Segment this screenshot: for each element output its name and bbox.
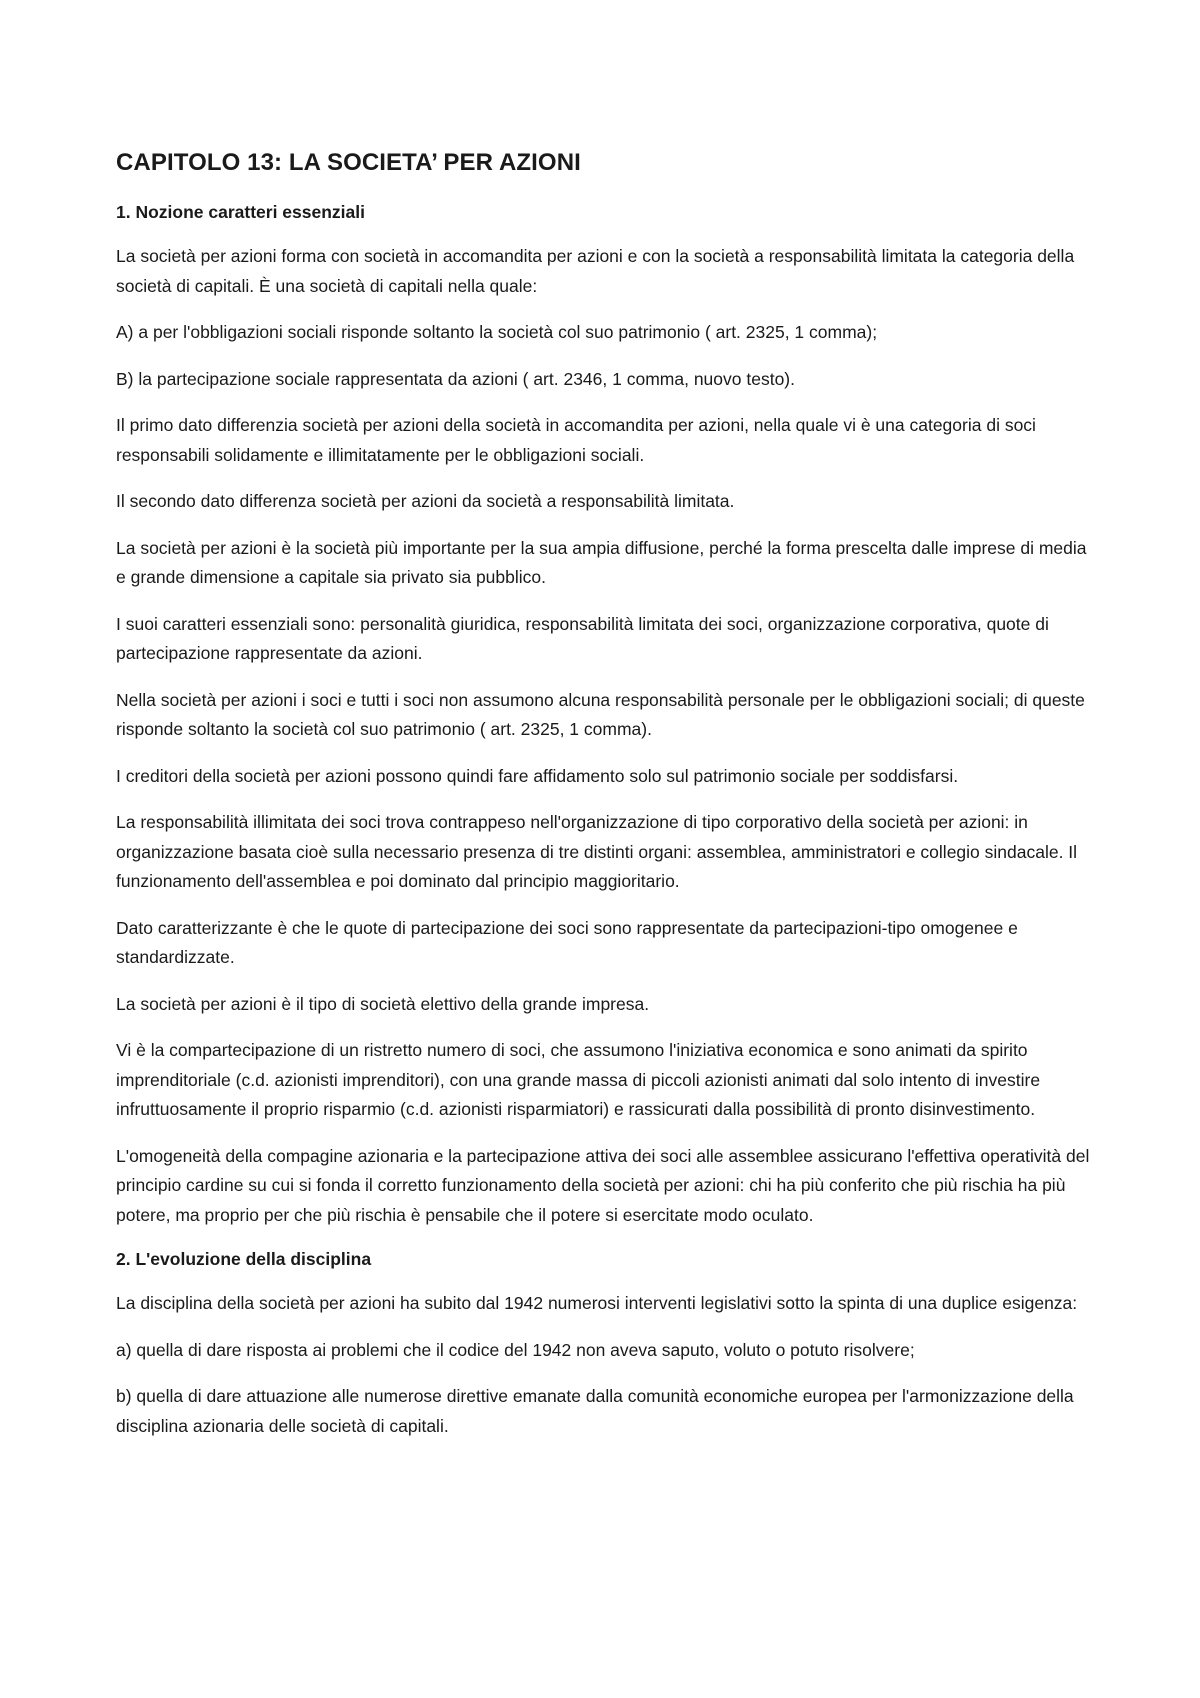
paragraph: Il primo dato differenzia società per azioni della società in accomandita per azioni, nella quale vi è una categoria di soci responsabili solidamente e illimitatamente per le obbligazioni sociali. <box>116 415 1036 465</box>
paragraph: La società per azioni è il tipo di società elettivo della grande impresa. <box>116 993 650 1014</box>
section-heading-2: 2. L'evoluzione della disciplina <box>116 1249 372 1269</box>
paragraph: I suoi caratteri essenziali sono: personalità giuridica, responsabilità limitata dei soci, organizzazione corporativa, quote di partecipazione rappresentate da azioni. <box>116 613 1049 663</box>
paragraph: Vi è la compartecipazione di un ristretto numero di soci, che assumono l'iniziativa economica e sono animati da spirito imprenditoriale (c.d. azionisti imprenditori), con una grande massa di piccoli azionisti animati dal solo intento di investire infruttuosamente il proprio risparmio (c.d. azionisti risparmiatori) e rassicurati dalla possibilità di pronto disinvestimento. <box>116 1040 1041 1119</box>
paragraph: A) a per l'obbligazioni sociali risponde soltanto la società col suo patrimonio ( art. 2325, 1 comma); <box>116 322 878 342</box>
paragraph: b) quella di dare attuazione alle numerose direttive emanate dalla comunità economiche europea per l'armonizzazione della disciplina azionaria delle società di capitali. <box>116 1386 1074 1436</box>
paragraph: Il secondo dato differenza società per azioni da società a responsabilità limitata. <box>116 491 735 511</box>
paragraph: B) la partecipazione sociale rappresentata da azioni ( art. 2346, 1 comma, nuovo testo). <box>116 368 795 389</box>
paragraph: La società per azioni forma con società in accomandita per azioni e con la società a responsabilità limitata la categoria della società di capitali. È una società di capitali nella quale: <box>116 246 1075 296</box>
document-page <box>116 148 1096 1458</box>
paragraph: L'omogeneità della compagine azionaria e la partecipazione attiva dei soci alle assemblee assicurano l'effettiva operatività del principio cardine su cui si fonda il corretto funzionamento della società per azioni: chi ha più conferito che più rischia ha più potere, ma proprio per che più rischia è pensabile che il potere si esercitate modo oculato. <box>116 1145 1090 1225</box>
paragraph: La società per azioni è la società più importante per la sua ampia diffusione, perché la forma prescelta dalle imprese di media e grande dimensione a capitale sia privato sia pubblico. <box>116 537 1087 587</box>
paragraph: I creditori della società per azioni possono quindi fare affidamento solo sul patrimonio sociale per soddisfarsi. <box>116 765 959 786</box>
paragraph: La responsabilità illimitata dei soci trova contrappeso nell'organizzazione di tipo corporativo della società per azioni: in organizzazione basata cioè sulla necessario presenza di tre distinti organi: assemblea, amministratori e collegio sindacale. Il funzionamento dell'assemblea e poi dominato dal principio maggioritario. <box>116 812 1078 891</box>
paragraph: Nella società per azioni i soci e tutti i soci non assumono alcuna responsabilità personale per le obbligazioni sociali; di queste risponde soltanto la società col suo patrimonio ( art. 2325, 1 comma). <box>116 689 1085 739</box>
paragraph: Dato caratterizzante è che le quote di partecipazione dei soci sono rappresentate da partecipazioni-tipo omogenee e standardizzate. <box>116 917 1018 967</box>
paragraph: La disciplina della società per azioni ha subito dal 1942 numerosi interventi legislativi sotto la spinta di una duplice esigenza: <box>116 1293 1078 1313</box>
section-heading-1: 1. Nozione caratteri essenziali <box>116 202 365 222</box>
chapter-title: CAPITOLO 13: LA SOCIETA’ PER AZIONI <box>116 149 581 176</box>
paragraph: a) quella di dare risposta ai problemi che il codice del 1942 non aveva saputo, voluto o potuto risolvere; <box>116 1339 915 1360</box>
